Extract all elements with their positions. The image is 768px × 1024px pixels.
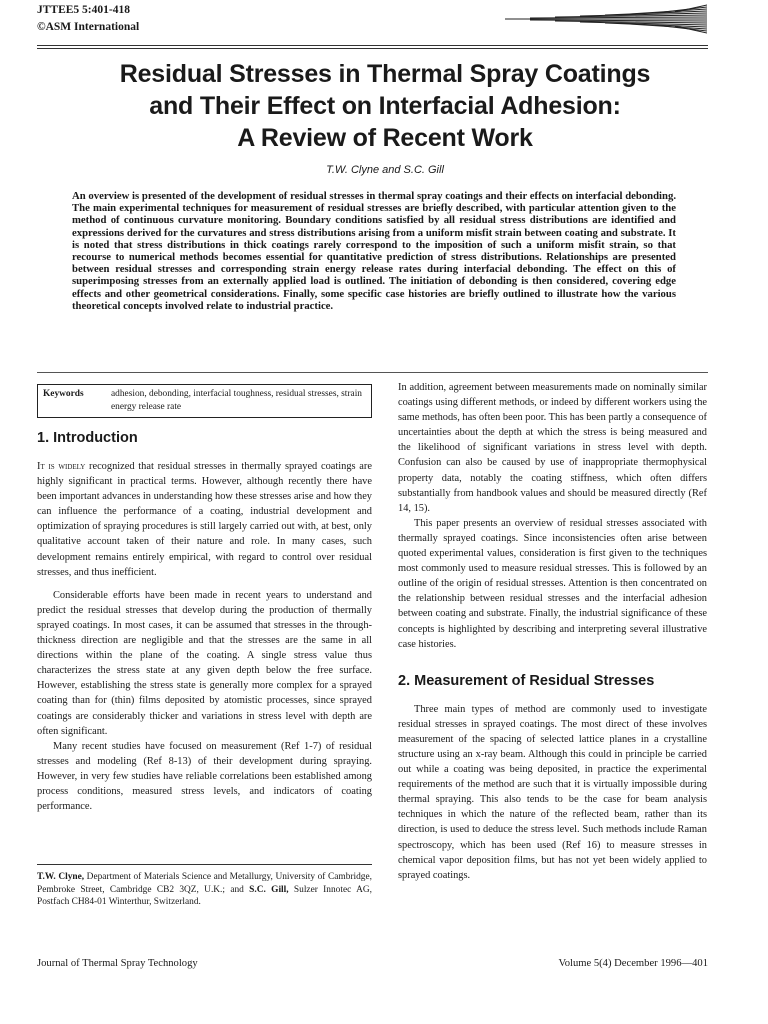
- title-line: Residual Stresses in Thermal Spray Coatings: [119, 60, 651, 88]
- lead-in-smallcaps: It is widely: [37, 461, 86, 472]
- section-heading-introduction: 1. Introduction: [37, 430, 138, 446]
- paper-title: [37, 58, 733, 154]
- footer-issue: Volume 5(4) December 1996—401: [558, 958, 708, 969]
- intro-paragraph-3: Many recent studies have focused on measurement (Ref 1-7) of residual stresses and modeling (Ref 8-13) of their development during spraying. However, in very few studies have reliable correlations been established among process conditions, measured stress levels, and indicators of coating performance.: [37, 740, 372, 813]
- title-line: and Their Effect on Interfacial Adhesion:: [149, 92, 621, 120]
- authors: T.W. Clyne and S.C. Gill: [326, 164, 444, 176]
- left-column: [37, 384, 372, 814]
- title-line: A Review of Recent Work: [237, 124, 533, 152]
- journal-code: JTTEE5 5:401-418: [37, 4, 130, 16]
- affiliation-author-1: T.W. Clyne,: [37, 872, 85, 882]
- top-rule: [37, 45, 708, 51]
- intro-paragraph-1: [37, 459, 372, 580]
- author-affiliation: [37, 864, 372, 909]
- intro-paragraph-2: Considerable efforts have been made in recent years to understand and predict the residual stresses that develop during the production of thermally sprayed coatings. In most cases, it can be assumed that stresses in the through-thickness direction are negligible and that the stresses are the same in all directions within the plane of the coating. A single stress value thus characterizes the stress state at any given depth below the free surface. However, establishing the stress state is generally more complex for a sprayed coating than for (thin) films deposited by atomistic processes, since sprayed coatings are considerably thicker and variations in stress level with depth are often significant.: [37, 589, 372, 737]
- intro-paragraph-4: In addition, agreement between measurements made on nominally similar coatings using different methods, or indeed by different workers using the same methods, has often been poor. This has been partly a consequence of uncertainties about the depth at which the stress is being measured and the likelihood of significant variations in stress level with depth. Confusion can also be caused by use of inappropriate thermophysical property data, notably the coating stiffness, which often differs substantially from handbook values and should be measured directly (Ref 14, 15).: [398, 382, 707, 514]
- section-heading-measurement: 2. Measurement of Residual Stresses: [398, 672, 655, 689]
- affiliation-author-2: S.C. Gill,: [249, 884, 289, 895]
- keywords-box: [37, 384, 372, 418]
- spacer: [398, 652, 707, 672]
- affiliation-text-1: Department of Materials Science and Metallurgy, University of Cambridge, Pembroke Street, Cambridge CB2 3QZ, U.K.; and: [37, 872, 372, 895]
- journal-header: [37, 2, 139, 36]
- footer-journal: Journal of Thermal Spray Technology: [37, 958, 198, 969]
- page-footer: [37, 958, 708, 969]
- keywords-label: Keywords: [43, 389, 84, 399]
- keywords-text: adhesion, debonding, interfacial toughness, residual stresses, strain energy release rate: [111, 389, 362, 412]
- publisher: ©ASM International: [37, 21, 140, 33]
- measurement-paragraph-1: Three main types of method are commonly used to investigate residual stresses in sprayed coatings. The most direct of these involves measurement of the spacing of selected lattice planes in a crystalline structure using an x-ray beam. Although this could in principle be carried out while a coating was being deposited, in practice the experimental requirements of the method are such that it is virtually impossible during thermal spraying. This also tends to be the case for beam analysis techniques in which the nature of the reflected beam, rather than its direction, is used to deduce the stress level. Such methods include Raman spectroscopy, which has been used (Ref 16) to measure stresses in chemical vapor deposition films, but has not yet been widely applied to sprayed coatings.: [398, 703, 707, 881]
- affiliation-text-2: Sulzer Innotec AG, Postfach CH84-01 Winterthur, Switzerland.: [37, 884, 372, 908]
- header-ornament-icon: [505, 2, 707, 36]
- intro-paragraph-1-text: recognized that residual stresses in thermally sprayed coatings are highly significant in practical terms. However, although recently there have been important advances in understanding how these stresses arise and how they can influence the performance of a coating, industrial development and optimization of spraying procedures is still largely carried out with, at best, only qualitative account taken of their nature and role. In many cases, such development remains entirely empirical, with regard to control over residual stresses, and thus inefficient.: [37, 461, 373, 578]
- intro-paragraph-5: This paper presents an overview of residual stresses associated with thermally sprayed coatings. Since inconsistencies often arise between quoted experimental values, consideration is first given to the techniques most commonly used to measure residual stresses. This is followed by an outline of the origin of residual stresses. Attention is then concentrated on the relationship between residual stresses and the interfacial adhesion between coating and substrate. Finally, the industrial significance of these concepts is highlighted by describing and interpreting several illustrative case histories.: [398, 517, 707, 650]
- abstract: An overview is presented of the development of residual stresses in thermal spray coatings and their effects on interfacial debonding. The main experimental techniques for measurement of residual stresses are briefly described, with particular attention given to the method of continuous curvature monitoring. Boundary conditions satisfied by all residual stress distributions are identified and expressions derived for the curvatures and stress distributions arising from a uniform misfit strain between coating and substrate. It is noted that stress distributions in thick coatings rarely correspond to the imposition of such a uniform misfit strain, so that recourse to numerical methods becomes essential for quantitative prediction of stress distributions. Relationships are presented between residual stresses and corresponding strain energy release rates during interfacial debonding. The effect on this of superimposing stresses from an externally applied load is outlined. The initiation of debonding is then considered, covering edge effects and other geometrical considerations. Finally, some specific case histories are briefly outlined to illustrate how the various theoretical concepts involved relate to industrial practice.: [72, 190, 676, 312]
- right-column: [398, 380, 707, 883]
- section-divider: [37, 372, 708, 375]
